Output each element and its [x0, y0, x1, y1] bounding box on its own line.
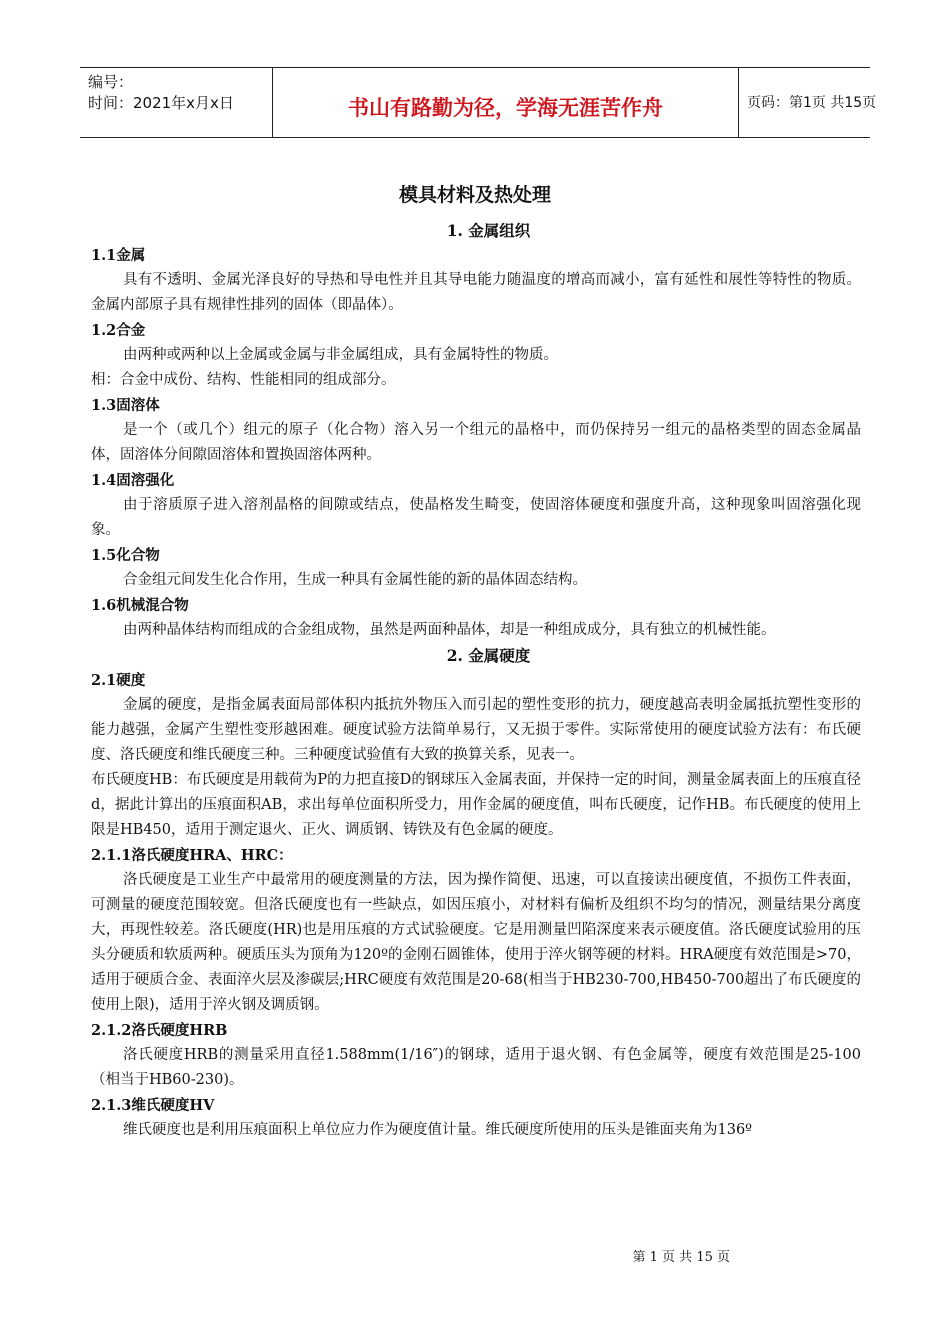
header-table [80, 67, 877, 138]
page-footer: 第 1 页 共 15 页 [632, 1250, 730, 1265]
header-meta-cell [80, 68, 273, 137]
paragraph: 布氏硬度HB：布氏硬度是用载荷为P的力把直接D的钢球压入金属表面，并保持一定的时间，测量金属表面上的压痕直径d，据此计算出的压痕面积AB，求出每单位面积所受力，用作金属的硬度值，叫布氏硬度，记作HB。布氏硬度的使用上限是HB450，适用于测定退火、正火、调质钢、铸铁及有色金属的硬度。 [91, 772, 861, 838]
paragraph: 金属的硬度，是指金属表面局部体积内抵抗外物压入而引起的塑性变形的抗力，硬度越高表明金属抵抗塑性变形的能力越强，金属产生塑性变形越困难。硬度试验方法简单易行，又无损于零件。实际常使用的硬度试验方法有：布氏硬度、洛氏硬度和维氏硬度三种。三种硬度试验值有大致的换算关系，见表一。 [91, 697, 861, 763]
paragraph: 是一个（或几个）组元的原子（化合物）溶入另一个组元的晶格中，而仍保持另一组元的晶格类型的固态金属晶体，固溶体分间隙固溶体和置换固溶体两种。 [91, 422, 861, 463]
document-title: 模具材料及热处理 [398, 184, 551, 206]
header-motto: 书山有路勤为径，学海无涯苦作舟 [273, 68, 739, 137]
subsection-heading: 1.5化合物 [91, 547, 160, 564]
document-body [91, 218, 861, 1143]
header-page-info: 页码：第1页 共15页 [747, 95, 877, 111]
document-number-label: 编号： [88, 73, 134, 91]
subsection-heading: 1.1金属 [91, 247, 146, 264]
paragraph: 由两种晶体结构而组成的合金组成物，虽然是两面种晶体，却是一种组成成分，具有独立的机械性能。 [123, 622, 776, 638]
document-date: 时间：2021年x月x日 [88, 94, 234, 112]
paragraph: 洛氏硬度是工业生产中最常用的硬度测量的方法，因为操作简便、迅速，可以直接读出硬度值，不损伤工件表面，可测量的硬度范围较宽。但洛氏硬度也有一些缺点，如因压痕小，对材料有偏析及组织不均匀的情况，测量结果分离度大，再现性较差。洛氏硬度(HR)也是用压痕的方式试验硬度。它是用测量凹陷深度来表示硬度值。洛氏硬度试验用的压头分硬质和软质两种。硬质压头为顶角为120º的金刚石圆锥体，使用于淬火钢等硬的材料。HRA硬度有效范围是>70，适用于硬质合金、表面淬火层及渗碳层;HRC硬度有效范围是20-68(相当于HB230-700,HB450-700超出了布氏硬度的使用上限)，适用于淬火钢及调质钢。 [91, 872, 861, 1013]
subsection-heading: 1.4固溶强化 [91, 472, 175, 489]
subsection-heading: 1.2合金 [91, 322, 146, 339]
section-heading: 1. 金属组织 [446, 221, 531, 240]
paragraph: 合金组元间发生化合作用，生成一种具有金属性能的新的晶体固态结构。 [123, 572, 587, 588]
paragraph: 由两种或两种以上金属或金属与非金属组成，具有金属特性的物质。 [123, 347, 558, 363]
paragraph: 洛氏硬度HRB的测量采用直径1.588mm(1/16″)的钢球，适用于退火钢、有色金属等，硬度有效范围是25-100（相当于HB60-230)。 [91, 1047, 861, 1088]
subsection-heading: 1.6机械混合物 [91, 597, 189, 614]
subsection-heading: 2.1.1洛氏硬度HRA、HRC： [91, 847, 293, 864]
section-heading: 2. 金属硬度 [446, 646, 531, 665]
subsection-heading: 2.1硬度 [91, 672, 146, 689]
paragraph: 维氏硬度也是利用压痕面积上单位应力作为硬度值计量。维氏硬度所使用的压头是锥面夹角为136º [123, 1122, 752, 1138]
subsection-heading: 2.1.2洛氏硬度HRB [91, 1022, 228, 1039]
paragraph: 相：合金中成份、结构、性能相同的组成部分。 [91, 372, 396, 388]
subsection-heading: 2.1.3维氏硬度HV [91, 1097, 215, 1114]
subsection-heading: 1.3固溶体 [91, 397, 160, 414]
paragraph: 具有不透明、金属光泽良好的导热和导电性并且其导电能力随温度的增高而减小，富有延性和展性等特性的物质。金属内部原子具有规律性排列的固体（即晶体）。 [91, 272, 861, 313]
paragraph: 由于溶质原子进入溶剂晶格的间隙或结点，使晶格发生畸变，使固溶体硬度和强度升高，这种现象叫固溶强化现象。 [91, 497, 861, 538]
